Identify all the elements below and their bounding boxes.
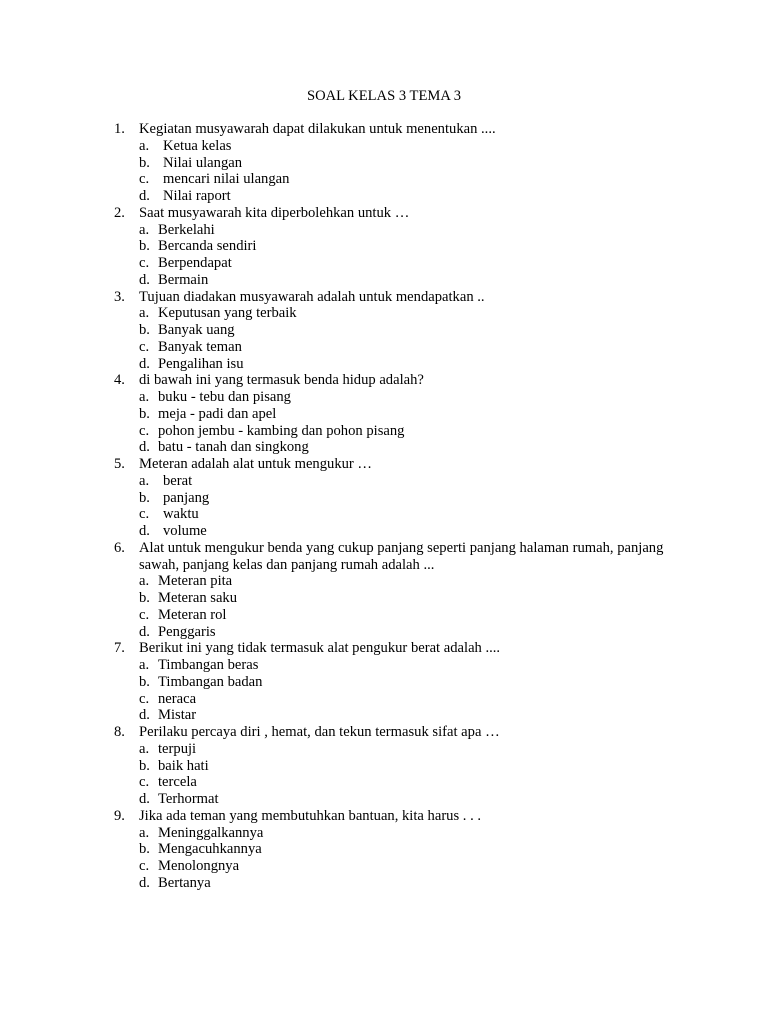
option-text: Nilai raport [163,188,231,204]
option-label: d. [139,271,150,288]
option-label: b. [139,489,150,506]
option-text: Timbangan badan [158,673,263,690]
option-label: c. [139,506,150,523]
question-number: 7. [114,640,125,657]
option-text: panjang [163,489,210,506]
answer-options [139,657,674,724]
answer-option [139,875,674,892]
option-label: d. [139,523,150,539]
option-text: baik hati [158,757,209,774]
question-text: Kegiatan musyawarah dapat dilakukan untuk menentukan .... [139,121,496,137]
answer-option [139,389,674,406]
answer-option [139,155,674,172]
answer-option [139,674,674,691]
question-item [114,640,674,724]
question-number: 1. [114,121,125,137]
option-label: a. [139,657,150,673]
answer-option [139,573,674,590]
question-item [114,540,674,641]
option-text: Bermain [158,271,209,288]
option-text: Pengalihan isu [158,355,244,372]
answer-option [139,691,674,708]
option-label: c. [139,690,150,707]
question-text: Berikut ini yang tidak termasuk alat pengukur berat adalah .... [139,640,501,657]
option-label: b. [139,322,150,338]
question-item [114,808,674,892]
option-label: a. [139,137,150,154]
option-text: Mistar [158,707,197,724]
answer-options [139,825,674,892]
option-label: a. [139,305,150,322]
question-text: Tujuan diadakan musyawarah adalah untuk mendapatkan .. [139,288,485,305]
answer-option [139,490,674,507]
answer-option [139,138,674,155]
option-text: Banyak teman [158,338,242,355]
option-text: berat [163,472,193,489]
answer-option [139,774,674,791]
answer-option [139,523,674,540]
answer-option [139,506,674,523]
question-item [114,372,674,456]
question-item [114,205,674,289]
question-text: Alat untuk mengukur benda yang cukup panjang seperti panjang halaman rumah, panjang sawah, panjang kelas dan panjang rumah adalah ... [139,539,664,573]
option-text: Keputusan yang terbaik [158,305,297,322]
question-item [114,724,674,808]
answer-options [139,389,674,456]
answer-option [139,741,674,758]
option-label: a. [139,824,150,841]
answer-option [139,590,674,607]
option-text: Meteran pita [158,573,233,590]
option-text: pohon jembu - kambing dan pohon pisang [158,422,405,439]
option-label: a. [139,472,150,489]
question-text: Saat musyawarah kita diperbolehkan untuk … [139,204,410,221]
answer-option [139,406,674,423]
answer-option [139,624,674,641]
answer-option [139,322,674,339]
option-text: waktu [163,506,199,523]
document-title: SOAL KELAS 3 TEMA 3 [306,88,462,104]
option-text: Bertanya [158,874,211,891]
answer-options [139,138,674,205]
option-label: c. [139,606,150,623]
question-number: 4. [114,372,125,389]
answer-option [139,423,674,440]
option-label: b. [139,673,150,690]
question-item [114,121,674,205]
answer-options [139,741,674,808]
option-text: Meninggalkannya [158,824,264,841]
option-label: a. [139,221,150,238]
answer-option [139,305,674,322]
question-text: Perilaku percaya diri , hemat, dan tekun termasuk sifat apa … [139,724,500,740]
option-text: meja - padi dan apel [158,405,277,422]
answer-option [139,707,674,724]
answer-option [139,841,674,858]
question-number: 3. [114,288,125,305]
question-number: 9. [114,807,125,824]
option-label: d. [139,355,150,372]
answer-option [139,439,674,456]
option-label: d. [139,707,150,724]
question-item [114,289,674,373]
answer-option [139,188,674,205]
answer-option [139,758,674,775]
answer-options [139,473,674,540]
option-label: b. [139,405,150,422]
option-label: c. [139,774,150,791]
option-label: a. [139,389,150,405]
answer-option [139,222,674,239]
answer-option [139,171,674,188]
option-text: Timbangan beras [158,657,259,673]
option-label: b. [139,757,150,774]
option-text: Mengacuhkannya [158,841,262,858]
option-text: Penggaris [158,623,216,640]
question-number: 5. [114,456,125,472]
answer-option [139,238,674,255]
answer-option [139,339,674,356]
option-label: b. [139,590,150,606]
answer-option [139,255,674,272]
question-number: 2. [114,204,125,221]
question-item [114,456,674,540]
option-label: d. [139,623,150,640]
option-label: a. [139,573,150,590]
option-text: Menolongnya [158,858,240,874]
answer-option [139,858,674,875]
option-text: Berkelahi [158,221,215,238]
option-text: tercela [158,774,197,791]
option-label: c. [139,255,150,271]
question-text: Meteran adalah alat untuk mengukur … [139,456,373,472]
question-list [114,121,674,892]
option-label: c. [139,422,150,439]
answer-option [139,791,674,808]
option-text: neraca [158,690,197,707]
option-label: d. [139,874,150,891]
question-text: di bawah ini yang termasuk benda hidup adalah? [139,372,424,389]
answer-option [139,356,674,373]
option-text: mencari nilai ulangan [163,171,290,188]
option-label: d. [139,439,150,456]
option-text: Berpendapat [158,255,232,271]
option-label: c. [139,338,150,355]
option-label: d. [139,188,150,204]
option-text: Meteran rol [158,606,227,623]
option-text: buku - tebu dan pisang [158,389,291,405]
option-label: b. [139,238,150,255]
option-label: c. [139,858,150,874]
option-text: terpuji [158,740,197,757]
question-number: 8. [114,724,125,740]
option-text: batu - tanah dan singkong [158,439,309,456]
answer-option [139,657,674,674]
option-text: volume [163,523,207,539]
option-text: Ketua kelas [163,137,232,154]
option-label: a. [139,740,150,757]
option-text: Bercanda sendiri [158,238,257,255]
option-text: Banyak uang [158,322,235,338]
question-text: Jika ada teman yang membutuhkan bantuan, kita harus . . . [139,807,482,824]
answer-option [139,272,674,289]
answer-option [139,825,674,842]
answer-option [139,473,674,490]
option-label: c. [139,171,150,188]
answer-options [139,305,674,372]
answer-option [139,607,674,624]
option-label: b. [139,154,150,171]
answer-options [139,573,674,640]
option-text: Terhormat [158,791,219,807]
option-label: d. [139,791,150,807]
option-label: b. [139,841,150,858]
option-text: Nilai ulangan [163,154,243,171]
answer-options [139,222,674,289]
question-number: 6. [114,539,125,556]
option-text: Meteran saku [158,590,238,606]
